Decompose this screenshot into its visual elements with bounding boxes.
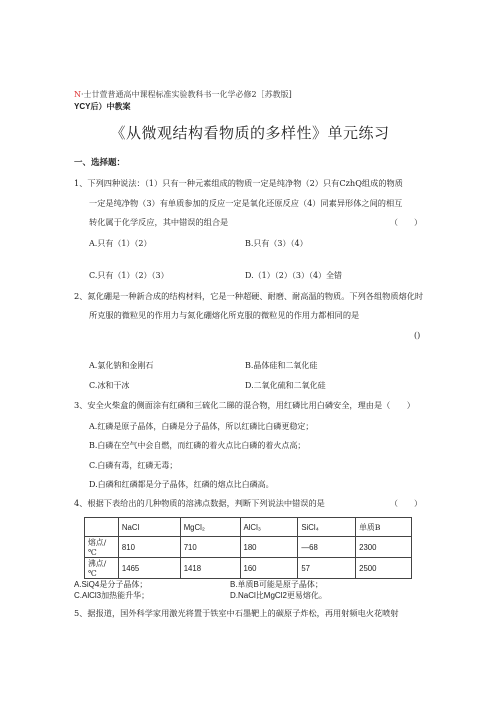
table-header-cell: 单质B [356,518,412,537]
q1-option-c: C.只有（1）（2）（3） [89,271,169,280]
q2-option-b: B.晶体硅和二氧化硅 [245,361,318,370]
q4-answer-paren: （ ） [390,499,422,508]
q2-option-a: A.氯化钠和金刚石 [89,361,154,370]
q1-option-d: D.（1）（2）（3）（4）全错 [245,271,343,280]
q3-option-c: C.白磷有毒，红磷无毒； [89,461,178,470]
q2-option-d: D.二氧化硫和二氧化硅 [245,381,326,390]
header-label: 后）中教案 [90,101,131,111]
header-code: YCY [74,102,91,111]
table-header-cell: MgCl₂ [180,518,240,537]
q1-answer-paren: （ ） [390,218,422,227]
table-row-label: 熔点/℃ [85,537,119,558]
q1-line-2: 一定是纯净物（3）有单质参加的反应一定是氧化还原反应（4）同素异形体之间的相互 [89,198,403,208]
section-heading: 一、选择题： [74,158,126,168]
q3-option-b: B.白磷在空气中会自燃，而红磷的着火点比白磷的着火点高； [89,441,306,450]
table-row [85,558,412,579]
table-cell: 1418 [180,558,240,579]
table-row [85,537,412,558]
q3-option-a: A.红磷是原子晶体，白磷是分子晶体，所以红磷比白磷更稳定； [89,422,314,431]
table-cell: 2300 [356,537,412,558]
table-header-cell: NaCl [118,518,180,537]
table-cell: 810 [118,537,180,558]
q3-line-1: 3、安全火柴盒的侧面涂有红磷和三硫化二睇的混合物，用红磷比用白磷安全，理由是（ ） [74,400,415,410]
table-cell: 710 [180,537,240,558]
table-cell: 180 [240,537,298,558]
q4-line-1: 4、根据下表给出的几种物质的溶沸点数据，判断下列说法中错误的是 [74,498,325,508]
q5-line-1: 5、据报道，国外科学家用激光将置于铁室中石墨靶上的碳原子炸松，再用射频电火花喷射 [74,608,399,618]
table-cell: 57 [298,558,356,579]
table-header-cell: SiCl₄ [298,518,356,537]
header-line-2 [74,101,130,112]
q1-line-1: 1、下列四种说法：（1）只有一种元素组成的物质一定是纯净物（2）只有CzhQ组成的物质 [74,178,403,188]
data-table [84,517,412,579]
q4-option-a: A.SiQ4是分子晶体； [74,580,148,589]
q4-option-d: D.NaCl比MgCl2更易熔化。 [230,591,327,600]
table-cell: 160 [240,558,298,579]
q2-line-2: 所克服的微粒见的作用力与氮化硼熔化所克服的微粒见的作用力都相同的是 [89,310,360,320]
q2-line-1: 2、氮化硼是一种新合成的结构材料，它是一种超硬、耐磨、耐高温的物质。下列各组物质熔化时 [74,291,424,301]
document-title: 《从微观结构看物质的多样性》单元练习 [110,126,390,142]
header-line-1 [74,89,292,100]
q2-answer-paren: () [414,331,421,340]
header-prefix: N [74,90,81,99]
q3-option-d: D.白磷和红磷都是分子晶体，红磷的熔点比白磷高。 [89,480,274,489]
q4-option-b: B.单质B可能是原子晶体； [230,580,323,589]
table-header-cell [85,518,119,537]
table-cell: 2500 [356,558,412,579]
header-text: ·士廿萱普通高中课程标准实验教科书一化学必修2［苏教版] [81,90,292,99]
table-header-row [85,518,412,537]
q1-option-b: B.只有（3）（4） [245,239,308,248]
table-cell: 1465 [118,558,180,579]
q4-option-c: C.AlCl3加热能升华； [74,591,150,600]
q2-option-c: C.冰和干冰 [89,381,130,390]
table-cell: —68 [298,537,356,558]
table-header-cell: AlCl₃ [240,518,298,537]
table-row-label: 沸点/℃ [85,558,119,579]
q1-line-3: 转化属于化学反应，其中错误的组合是 [89,217,229,227]
q1-option-a: A.只有（1）（2） [89,239,152,248]
